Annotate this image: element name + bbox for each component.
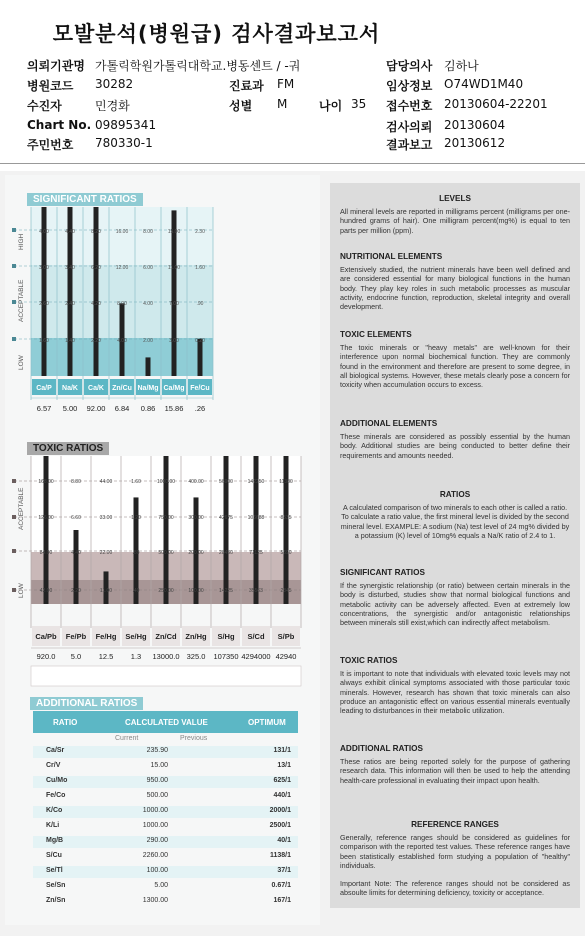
sig-tick-label: 2.20 [91, 338, 101, 344]
ratio-current-value: 235.90 [146, 747, 168, 754]
field-label-receipt-no: 접수번호 [386, 99, 433, 113]
sig-result-value: 5.00 [62, 404, 78, 413]
sig-zone-high: HIGH [18, 233, 25, 250]
tox-tick-label: 168.00 [38, 479, 54, 485]
field-value-request-date: 20130604 [444, 118, 506, 132]
sig-tick-label: 2.00 [143, 338, 153, 344]
tox-result-value: 13000.0 [152, 652, 180, 661]
tox-tick-label: 2.20 [71, 588, 81, 594]
tox-tick-label: 100.00 [188, 588, 204, 594]
col-header-ratio: RATIO [53, 718, 78, 727]
sig-tick-label: 2.40 [65, 301, 75, 307]
field-value-sex: M [277, 97, 288, 111]
ratio-current-value: 5.00 [154, 882, 168, 889]
report-title: 모발분석(병원급) 검사결과보고서 [52, 22, 381, 46]
tox-result-value: 12.5 [98, 652, 114, 661]
tox-zone-low: LOW [18, 583, 25, 598]
sig-tick-label: 4.20 [91, 301, 101, 307]
sig-result-value: 0.86 [140, 404, 156, 413]
sig-column-label: Zn/Cu [112, 385, 132, 392]
tox-column-label: Fe/Pb [65, 632, 87, 641]
tox-tick-label: 500.00 [158, 550, 174, 556]
sig-column-label: Na/K [62, 385, 78, 392]
tox-tick-label: 4.40 [71, 550, 81, 556]
tox-tick-label: 300.00 [188, 515, 204, 521]
tox-result-value: 920.0 [36, 652, 56, 661]
significant-ratios-info-heading: SIGNIFICANT RATIOS [340, 568, 425, 577]
tox-tick-label: 142250 [247, 479, 265, 485]
field-label-chart-no: Chart No. [27, 118, 92, 132]
sig-tick-label: .90 [196, 301, 204, 307]
sub-header-current: Current [115, 735, 139, 742]
sig-zone-acceptable: ACCEPTABLE [18, 279, 25, 322]
tox-tick-label: 71125 [249, 550, 263, 556]
tox-column-label: Ca/Pb [35, 632, 57, 641]
tox-tick-label: 35563 [249, 588, 263, 594]
additional-ratio-row [33, 762, 298, 773]
sig-zone-low: LOW [18, 355, 25, 370]
tox-tick-label: 126.00 [38, 515, 54, 521]
tox-tick-label: 1.60 [131, 479, 141, 485]
field-value-resident-no: 780330-1 [95, 136, 153, 150]
tox-axis-marker [12, 549, 16, 553]
field-value-age: 35 [351, 97, 367, 111]
sig-result-value: 15.86 [164, 404, 184, 413]
important-note-text: Important Note: The reference ranges should not be considered as absoulte limits for determining deficiency, toxicity or acceptance. [340, 879, 570, 898]
additional-ratio-row [33, 897, 298, 908]
ratio-name: Ca/Sr [46, 747, 65, 754]
sub-header-previous: Previous [180, 735, 208, 742]
nutritional-heading: NUTRITIONAL ELEMENTS [340, 252, 443, 261]
sig-tick-label: 11.00 [167, 265, 181, 271]
sig-tick-label: 8.20 [91, 229, 101, 235]
toxic-ratios-info-heading: TOXIC RATIOS [340, 656, 398, 665]
tox-tick-label: 11.00 [99, 588, 113, 594]
sig-tick-label: 0.20 [195, 338, 205, 344]
sig-result-value: 6.84 [114, 404, 130, 413]
ratio-current-value: 15.00 [150, 762, 168, 769]
sig-tick-label: 16.00 [115, 229, 129, 235]
additional-elements-text: These minerals are considered as possibly essential by the human body. Additional studies are being conducted to better define their requirements and amounts needed. [340, 432, 570, 460]
field-label-report-date: 결과보고 [386, 138, 433, 152]
col-header-calculated-value: CALCULATED VALUE [125, 718, 208, 727]
tox-result-value: 4294000 [241, 652, 271, 661]
additional-elements-heading: ADDITIONAL ELEMENTS [340, 419, 438, 428]
reference-ranges-text: Generally, reference ranges should be considered as guidelines for comparison with the reported test values. These reference ranges have been statistically established form studying a population of "healthy" individuals. [340, 833, 570, 870]
sig-tick-label: 8.00 [143, 229, 153, 235]
additional-ratio-row [33, 777, 298, 788]
sig-column-label: Ca/Mg [163, 385, 185, 392]
field-label-clinical-info: 임상정보 [386, 79, 433, 93]
field-value-report-date: 20130612 [444, 136, 506, 150]
tox-result-value: 42940 [275, 652, 297, 661]
tox-column-label: S/Pb [277, 632, 295, 641]
sig-column-label: Na/Mg [137, 385, 159, 392]
tox-tick-label: 1000.00 [156, 479, 176, 485]
additional-ratio-row [33, 822, 298, 833]
field-label-department: 진료과 [229, 79, 264, 93]
additional-ratios-heading: ADDITIONAL RATIOS [30, 697, 143, 710]
ratio-name: Zn/Sn [46, 897, 66, 904]
ratio-name: Cu/Mo [46, 777, 68, 784]
sig-tick-label: 6.00 [143, 265, 153, 271]
tox-tick-label: 2845 [280, 588, 292, 594]
sig-column-label: Ca/K [88, 385, 104, 392]
field-value-patient: 민경화 [95, 99, 130, 113]
ratio-current-value: 290.00 [146, 837, 168, 844]
ratio-optimum-value: 1138/1 [269, 852, 291, 859]
ratio-current-value: 1300.00 [142, 897, 168, 904]
tox-tick-label: 200.00 [188, 550, 204, 556]
tox-zone-acceptable: ACCEPTABLE [18, 487, 25, 530]
field-value-hospital-code: 30282 [95, 77, 134, 91]
sig-column-label: Fe/Cu [190, 385, 210, 392]
tox-result-value: 325.0 [186, 652, 206, 661]
tox-tick-label: 6.60 [71, 515, 81, 521]
sig-result-value: 92.00 [86, 404, 106, 413]
sig-tick-label: 4.00 [143, 301, 153, 307]
tox-axis-marker [12, 588, 16, 592]
tox-column-label: S/Cd [247, 632, 265, 641]
tox-column-label: Zn/Cd [155, 632, 177, 641]
tox-tick-label: .40 [132, 588, 140, 594]
field-label-doctor: 담당의사 [386, 59, 433, 73]
field-label-institution: 의뢰기관명 [27, 59, 85, 73]
ratio-name: K/Co [46, 807, 63, 814]
sig-tick-label: 7.00 [169, 301, 179, 307]
tox-tick-label: 44.00 [99, 479, 113, 485]
ratios-text: A calculated comparison of two minerals to each other is called a ratio. To calculate a ratio value, the first mineral level is divided by the second mineral level. EXAMPLE: A sodium (Na) test level of 24 mg% divided by a potassium (K) level of 10mg% equals a Na/K ratio of 2.4 to 1. [340, 503, 570, 540]
ratio-optimum-value: 37/1 [277, 867, 291, 874]
ratio-current-value: 2260.00 [142, 852, 168, 859]
sig-tick-label: 3.00 [169, 338, 179, 344]
field-label-hospital-code: 병원코드 [27, 79, 74, 93]
field-value-clinical-info: O74WD1M40 [444, 77, 524, 91]
tox-tick-label: 8535 [280, 515, 292, 521]
ratio-name: K/Li [46, 822, 60, 829]
ratio-current-value: 950.00 [146, 777, 168, 784]
ratio-name: Mg/B [46, 837, 64, 844]
field-label-resident-no: 주민번호 [27, 138, 74, 152]
tox-tick-label: 84.00 [39, 550, 53, 556]
additional-ratio-row [33, 837, 298, 848]
tox-tick-label: 1.20 [131, 515, 141, 521]
tox-axis-marker [12, 479, 16, 483]
tox-result-value: 5.0 [70, 652, 82, 661]
ratio-optimum-value: 13/1 [277, 762, 291, 769]
tox-tick-label: 250.00 [158, 588, 174, 594]
col-header-optimum: OPTIMUM [248, 718, 286, 727]
additional-ratio-row [33, 852, 298, 863]
tox-column-label: S/Hg [217, 632, 235, 641]
ratio-name: Fe/Co [46, 792, 66, 799]
levels-heading: LEVELS [439, 194, 471, 203]
field-label-sex: 성별 [229, 99, 253, 113]
nutritional-text: Extensively studied, the nutrient minerals have been well defined and are considered essential for many biological functions in the human body. They play key roles in such metabolic processes as muscular activity, endocrine function, reproduction, skeletal integrity and overall development. [340, 265, 570, 312]
additional-ratio-row [33, 792, 298, 803]
tox-tick-label: 5690 [280, 550, 292, 556]
sig-tick-label: 15.00 [167, 229, 181, 235]
sig-tick-label: 1.60 [39, 338, 49, 344]
tox-tick-label: 750.00 [158, 515, 174, 521]
ratio-current-value: 1000.00 [142, 807, 168, 814]
tox-tick-label: 8.80 [71, 479, 81, 485]
tox-tick-label: 400.00 [188, 479, 204, 485]
ratio-optimum-value: 2500/1 [269, 822, 291, 829]
ratio-current-value: 100.00 [146, 867, 168, 874]
ratio-name: Se/Sn [46, 882, 66, 889]
field-value-department: FM [277, 77, 295, 91]
field-label-request-date: 검사의뢰 [386, 120, 433, 134]
tox-result-value: 107350 [213, 652, 239, 661]
ratio-name: Cr/V [46, 762, 61, 769]
ratio-optimum-value: 40/1 [277, 837, 291, 844]
tox-tick-label: 22.00 [99, 550, 113, 556]
additional-ratio-row [33, 807, 298, 818]
additional-ratio-row [33, 747, 298, 758]
tox-tick-label: 14225 [219, 588, 233, 594]
sig-tick-label: 8.00 [117, 301, 127, 307]
field-label-age: 나이 [319, 99, 343, 113]
tox-axis-marker [12, 515, 16, 519]
additional-ratios-table-header [33, 711, 298, 733]
levels-text: All mineral levels are reported in milligrams percent (milligrams per one-hundred grams of hair). One milligram percent(mg%) is equal to ten parts per million (ppm). [340, 207, 570, 235]
ratio-optimum-value: 2000/1 [269, 807, 291, 814]
field-value-doctor: 김하나 [444, 59, 479, 73]
tox-tick-label: 33.00 [99, 515, 113, 521]
sig-tick-label: 4.00 [117, 338, 127, 344]
ratio-optimum-value: 167/1 [273, 897, 291, 904]
sig-tick-label: 2.30 [195, 229, 205, 235]
toxic-ratios-info-text: It is important to note that individuals with elevated toxic levels may not always exhibit clinical symptoms associated with those particular toxic minerals. However, research has shown that toxic minerals can also produce an antagonistic effect on various essential minerals eventually leading to disturbances in their metabolic utilization. [340, 669, 570, 716]
sig-tick-label: 12.00 [115, 265, 129, 271]
field-value-receipt-no: 20130604-22201 [444, 97, 548, 111]
tox-tick-label: 42675 [219, 515, 233, 521]
ratio-optimum-value: 0.67/1 [271, 882, 291, 889]
tox-result-value: 1.3 [130, 652, 142, 661]
ratio-optimum-value: 625/1 [273, 777, 291, 784]
tox-column-label: Zn/Hg [185, 632, 207, 641]
additional-ratios-info-heading: ADDITIONAL RATIOS [340, 744, 423, 753]
sig-tick-label: 4.00 [39, 229, 49, 235]
significant-ratios-info-text: If the synergistic relationship (or ratio) between certain minerals in the body is disturbed, studies show that normal biological functions and metabolic activity can be adversely affected. Even at extremely low concentrations, the synergistic and/or antagonistic relationships between minerals still exist,which can indirectly affect metabolism. [340, 581, 570, 628]
sig-tick-label: 3.00 [39, 265, 49, 271]
sig-result-value: 6.57 [36, 404, 52, 413]
field-value-chart-no: 09895341 [95, 118, 157, 132]
field-label-patient: 수진자 [27, 99, 62, 113]
toxic-elements-text: The toxic minerals or "heavy metals" are well-known for their interference upon normal biochemical function. They are commonly found in the environment and therefore are present to some degree, in all biological systems. However, these metals clearly pose a concern for toxicity when accumulation occurs to excess. [340, 343, 570, 390]
sig-tick-label: 1.60 [195, 265, 205, 271]
additional-ratio-row [33, 882, 298, 893]
tox-column-label: Fe/Hg [95, 632, 117, 641]
ratio-current-value: 1000.00 [142, 822, 168, 829]
ratio-optimum-value: 131/1 [273, 747, 291, 754]
sig-tick-label: 2.60 [39, 301, 49, 307]
sig-tick-label: 1.40 [65, 338, 75, 344]
additional-ratios-info-text: These ratios are being reported solely for the purpose of gathering research data. This information will then be used to help the attending health-care professional in evaluating their impact upon health. [340, 757, 570, 785]
sig-tick-label: 6.20 [91, 265, 101, 271]
ratios-heading: RATIOS [439, 490, 471, 499]
sig-column-label: Ca/P [36, 385, 52, 392]
sig-result-value: .26 [194, 404, 206, 413]
sig-tick-label: 3.40 [65, 265, 75, 271]
tox-column-label: Se/Hg [125, 632, 147, 641]
ratio-optimum-value: 440/1 [273, 792, 291, 799]
tox-tick-label: 11380 [279, 479, 293, 485]
toxic-elements-heading: TOXIC ELEMENTS [340, 330, 412, 339]
additional-ratio-row [33, 867, 298, 878]
toxic-ratios-heading: TOXIC RATIOS [27, 442, 109, 455]
field-value-institution: 가톨릭학원가톨릭대학교.병동센트 / -궈 [95, 59, 301, 73]
sig-tick-label: 4.40 [65, 229, 75, 235]
tox-tick-label: 56900 [219, 479, 233, 485]
tox-tick-label: .80 [132, 550, 140, 556]
ratio-name: S/Cu [46, 852, 62, 859]
tox-tick-label: 42.00 [39, 588, 53, 594]
tox-empty-row [31, 666, 301, 686]
significant-ratios-heading: SIGNIFICANT RATIOS [27, 193, 143, 206]
reference-ranges-heading: REFERENCE RANGES [411, 820, 499, 829]
tox-tick-label: 106688 [247, 515, 265, 521]
ratio-name: Se/Tl [46, 867, 63, 874]
tox-tick-label: 28450 [219, 550, 233, 556]
ratio-current-value: 500.00 [146, 792, 168, 799]
info-panel [330, 183, 580, 908]
